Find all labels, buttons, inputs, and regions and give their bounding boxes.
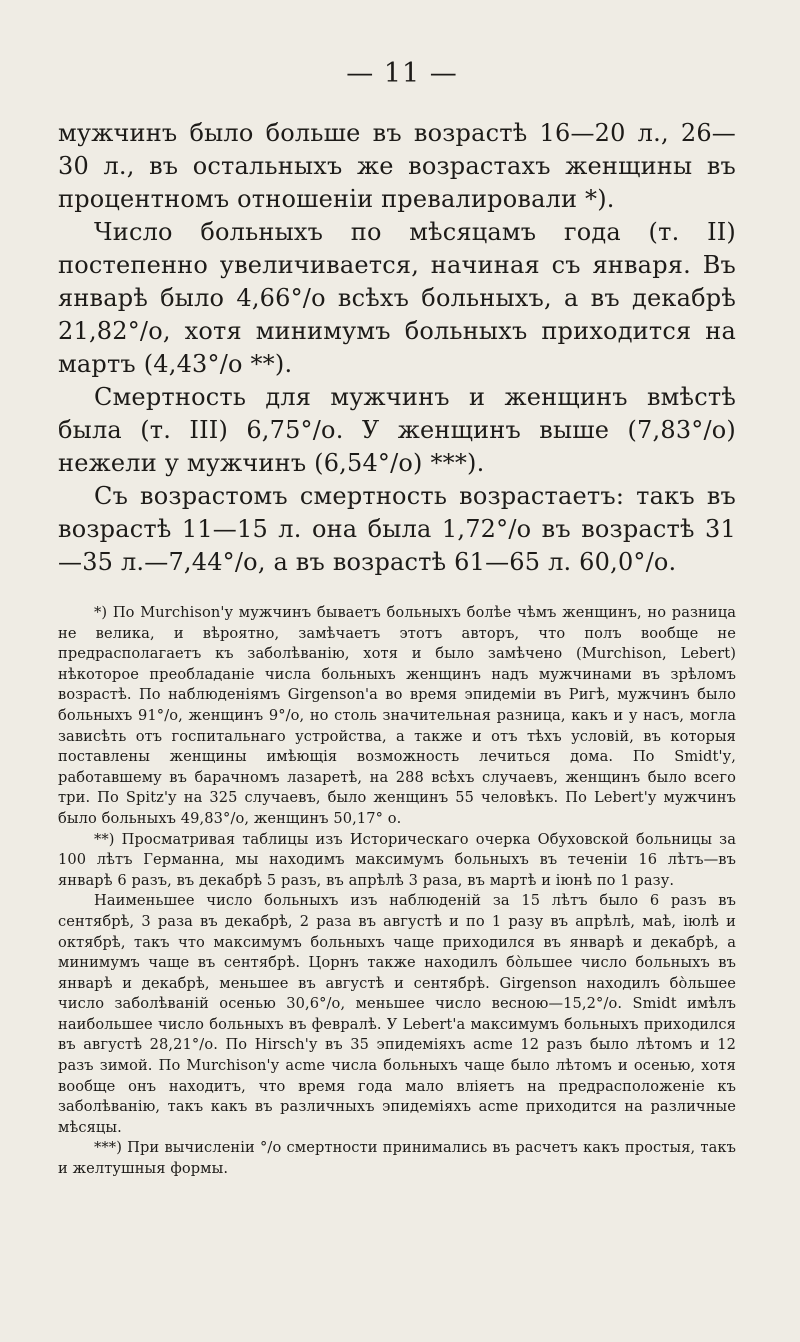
paragraph-monthly-cases: Число больныхъ по мѣсяцамъ года (т. II) постепенно увеличивается, начиная съ января. Въ январѣ было 4,66°/о всѣхъ больныхъ, а въ декабрѣ 21,82°/о, хотя минимумъ больныхъ приходится на мартъ (4,43°/о **). bbox=[58, 218, 736, 378]
paragraph-mortality: Смертность для мужчинъ и женщинъ вмѣстѣ была (т. III) 6,75°/о. У женщинъ выше (7,83°/о) нежели у мужчинъ (6,54°/о) ***). bbox=[58, 383, 736, 477]
footnotes bbox=[58, 603, 736, 1180]
main-text bbox=[58, 117, 736, 579]
paragraph-age-mortality: Съ возрастомъ смертность возрастаетъ: такъ въ возрастѣ 11—15 л. она была 1,72°/о въ возрастѣ 31—35 л.—7,44°/о, а въ возрастѣ 61—65 л. 60,0°/о. bbox=[58, 482, 736, 576]
page-number: — 11 — bbox=[346, 58, 458, 89]
footnote-1: *) По Murchison'у мужчинъ бываетъ больныхъ болѣе чѣмъ женщинъ, но разница не велика, и вѣроятно, замѣчаетъ этотъ авторъ, что полъ вообще не предрасполагаетъ къ заболѣванію, хотя и было замѣчено (Murchison, Lebert) нѣкоторое преобладаніе числа больныхъ женщинъ надъ мужчинами въ зрѣломъ возрастѣ. По наблюденіямъ Girgenson'а во время эпидеміи въ Ригѣ, мужчинъ было больныхъ 91°/о, женщинъ 9°/о, но столь значительная разница, какъ и у насъ, могла зависѣть отъ госпитальнаго устройства, а также и отъ тѣхъ условій, въ которыя поставлены женщины имѣющія возможность лечиться дома. По Smidt'у, работавшему въ барачномъ лазаретѣ, на 288 всѣхъ случаевъ, женщинъ было всего три. По Spitz'у на 325 случаевъ, было женщинъ 55 человѣкъ. По Lebert'у мужчинъ было больныхъ 49,83°/о, женщинъ 50,17° о. bbox=[58, 604, 736, 827]
footnote-3: ***) При вычисленіи °/о смертности принимались въ расчетъ какъ простыя, такъ и желтушныя формы. bbox=[58, 1139, 736, 1178]
footnote-2: **) Просматривая таблицы изъ Историческаго очерка Обуховской больницы за 100 лѣтъ Германна, мы находимъ максимумъ больныхъ въ теченіи 16 лѣтъ—въ январѣ 6 разъ, въ декабрѣ 5 разъ, въ апрѣлѣ 3 раза, въ мартѣ и іюнѣ по 1 разу. bbox=[58, 830, 736, 889]
footnote-2-continued: Наименьшее число больныхъ изъ наблюденій за 15 лѣтъ было 6 разъ въ сентябрѣ, 3 раза въ декабрѣ, 2 раза въ августѣ и по 1 разу въ апрѣлѣ, маѣ, іюлѣ и октябрѣ, такъ что максимумъ больныхъ чаще приходился въ январѣ и декабрѣ, а минимумъ чаще въ сентябрѣ. Цорнъ также находилъ бо̀льшее число больныхъ въ январѣ и декабрѣ, меньшее въ августѣ и сентябрѣ. Girgenson находилъ бо̀льшее число заболѣваній осенью 30,6°/о, меньшее число весною—15,2°/о. Smidt имѣлъ наибольшее число больныхъ въ февралѣ. У Lebert'а максимумъ больныхъ приходился въ августѣ 28,21°/о. По Hirsch'у въ 35 эпидеміяхъ acme 12 разъ было лѣтомъ и 12 разъ зимой. По Murchison'у acme числа больныхъ чаще было лѣтомъ и осенью, хотя вообще онъ находитъ, что время года мало вліяетъ на предрасположеніе къ заболѣванію, такъ какъ въ различныхъ эпидеміяхъ acme приходится на различные мѣсяцы. bbox=[58, 892, 736, 1136]
paragraph-continued: мужчинъ было больше въ возрастѣ 16—20 л., 26—30 л., въ остальныхъ же возрастахъ женщины въ процентномъ отношеніи превалировали *). bbox=[58, 119, 736, 213]
